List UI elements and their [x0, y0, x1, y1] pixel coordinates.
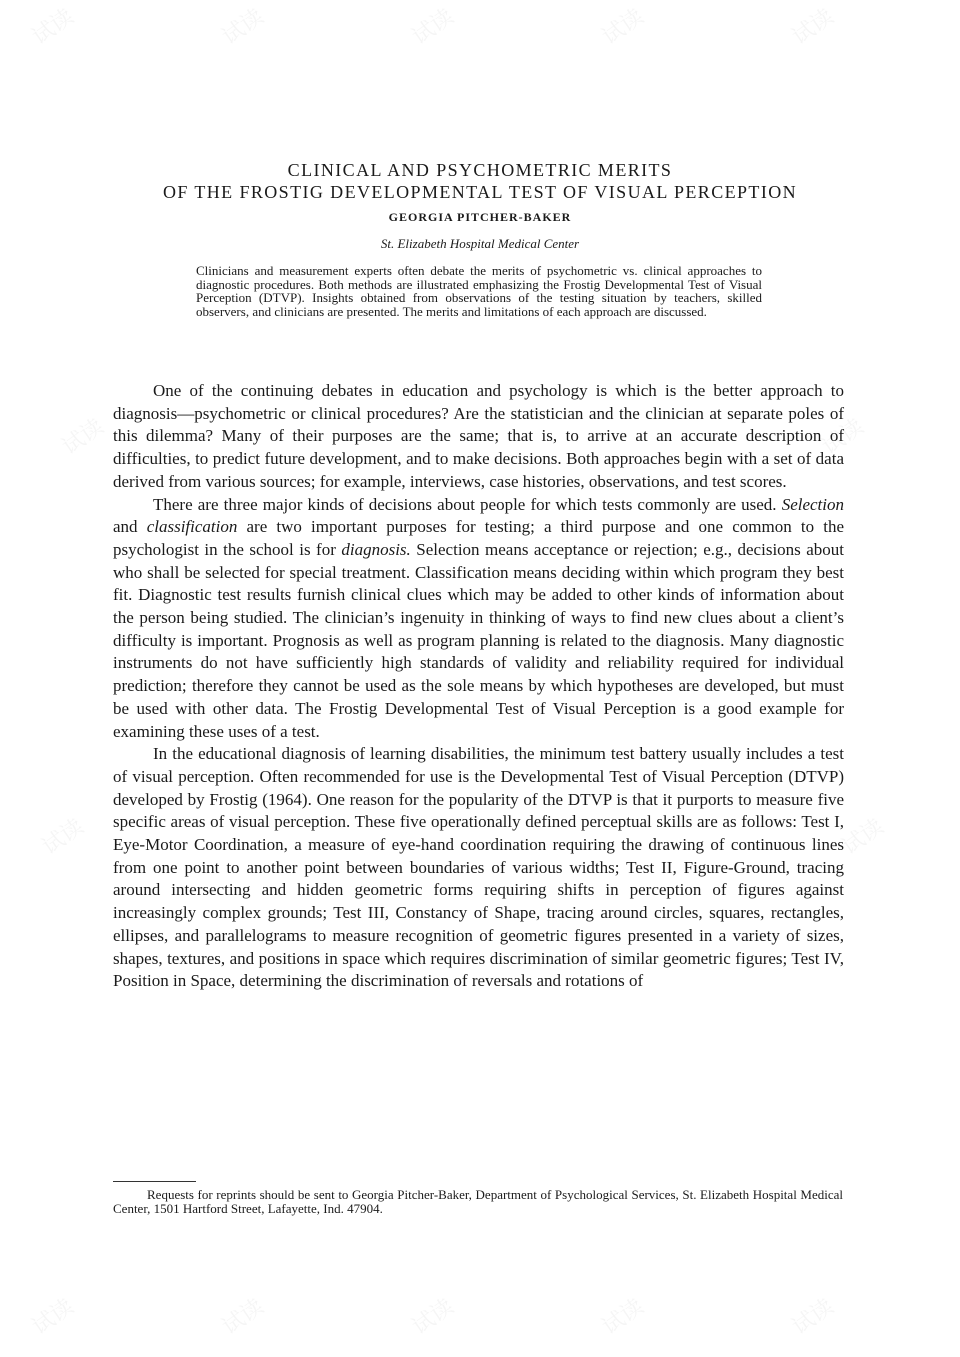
watermark: 试读: [787, 1294, 839, 1341]
abstract: Clinicians and measurement experts often debate the merits of psychometric vs. clinical approaches to diagnostic procedures. Both methods are illustrated emphasizing the Frostig Developmental Test of Visual Perception (DTVP). Insights obtained from observations of the testing situation by teachers, skilled observers, and clinicians are presented. The merits and limitations of each approach are discussed.: [196, 263, 762, 319]
term-classification: classification: [146, 517, 238, 537]
paragraph-2-text: are two important purposes for testing; a third purpose and one common to the psychologist in the school is for: [113, 517, 845, 559]
footnote: [113, 1188, 843, 1216]
paragraph-1: One of the continuing debates in education and psychology is which is the better approach to diagnosis—psychometric or clinical procedures? Are the statistician and the clinician at separate poles of this dilemma? Many of their purposes are the same; that is, to arrive at an accurate description of difficulties, to predict future development, and to make decisions. Both approaches begin with a set of data derived from various sources; for example, interviews, case histories, observations, and test scores.: [113, 381, 844, 491]
watermark: 试读: [407, 4, 459, 51]
footnote-rule: [113, 1181, 196, 1182]
watermark: 试读: [407, 1294, 459, 1341]
watermark: 试读: [597, 4, 649, 51]
watermark: 试读: [837, 814, 889, 861]
watermark: 试读: [217, 4, 269, 51]
watermark: 试读: [27, 4, 79, 51]
footnote-text: Requests for reprints should be sent to Georgia Pitcher-Baker, Department of Psychological Services, St. Elizabeth Hospital Medical Center, 1501 Hartford Street, Lafayette, Ind. 47904.: [113, 1187, 843, 1216]
paragraph-2: [113, 494, 844, 744]
author-name: GEORGIA PITCHER-BAKER: [388, 210, 572, 224]
watermark: 试读: [787, 4, 839, 51]
paper-title-line-2: OF THE FROSTIG DEVELOPMENTAL TEST OF VISUAL PERCEPTION: [162, 182, 798, 202]
body-text: [113, 380, 844, 993]
watermark: 试读: [217, 1294, 269, 1341]
term-diagnosis: diagnosis.: [341, 539, 411, 559]
paragraph-2-text: There are three major kinds of decisions about people for which tests commonly are used.: [153, 494, 777, 514]
paper-title-line-1: CLINICAL AND PSYCHOMETRIC MERITS: [287, 160, 673, 180]
watermark: 试读: [27, 1294, 79, 1341]
author-affiliation: St. Elizabeth Hospital Medical Center: [380, 236, 580, 251]
paragraph-3: In the educational diagnosis of learning disabilities, the minimum test battery usually includes a test of visual perception. Often recommended for use is the Developmental Test of Visual Perception (DTVP) developed by Frostig (1964). One reason for the popularity of the DTVP is that it purports to measure five specific areas of visual perception. These five operationally defined perceptual skills are as follows: Test I, Eye-Motor Coordination, a measure of eye-hand coordination requiring the drawing of continuous lines from one point to another point between boundaries of various widths; Test II, Figure-Ground, tracing around intersecting and hidden geometric forms requiring shifts in perception of figures against increasingly complex grounds; Test III, Constancy of Shape, tracing around circles, squares, rectangles, ellipses, and parallelograms to measure recognition of geometric figures presented in a variety of sizes, shapes, textures, and positions in space which requires discrimination of similar geometric figures; Test IV, Position in Space, determining the discrimination of reversals and rotations of: [113, 744, 844, 991]
watermark: 试读: [597, 1294, 649, 1341]
paragraph-2-text: and: [113, 517, 138, 537]
watermark: 试读: [817, 414, 869, 461]
paragraph-2-text: Selection means acceptance or rejection; e.g., decisions about who shall be selected for special treatment. Classification means deciding within which program they best fit. Diagnostic test results furnish clinical clues which may be added to other kinds of information about the person being studied. The clinician’s ingenuity in thinking of ways to find new clues about a client’s difficulty is important. Prognosis as well as program planning is related to the diagnosis. Many diagnostic instruments do not have sufficiently high standards of validity and reliability required for individual prediction; therefore they cannot be used as the sole means by which hypotheses are developed, but must be used with other data. The Frostig Developmental Test of Visual Perception is a good example for examining these uses of a test.: [113, 539, 845, 741]
term-selection: Selection: [781, 494, 844, 514]
watermark: 试读: [37, 814, 89, 861]
watermark: 试读: [57, 414, 109, 461]
